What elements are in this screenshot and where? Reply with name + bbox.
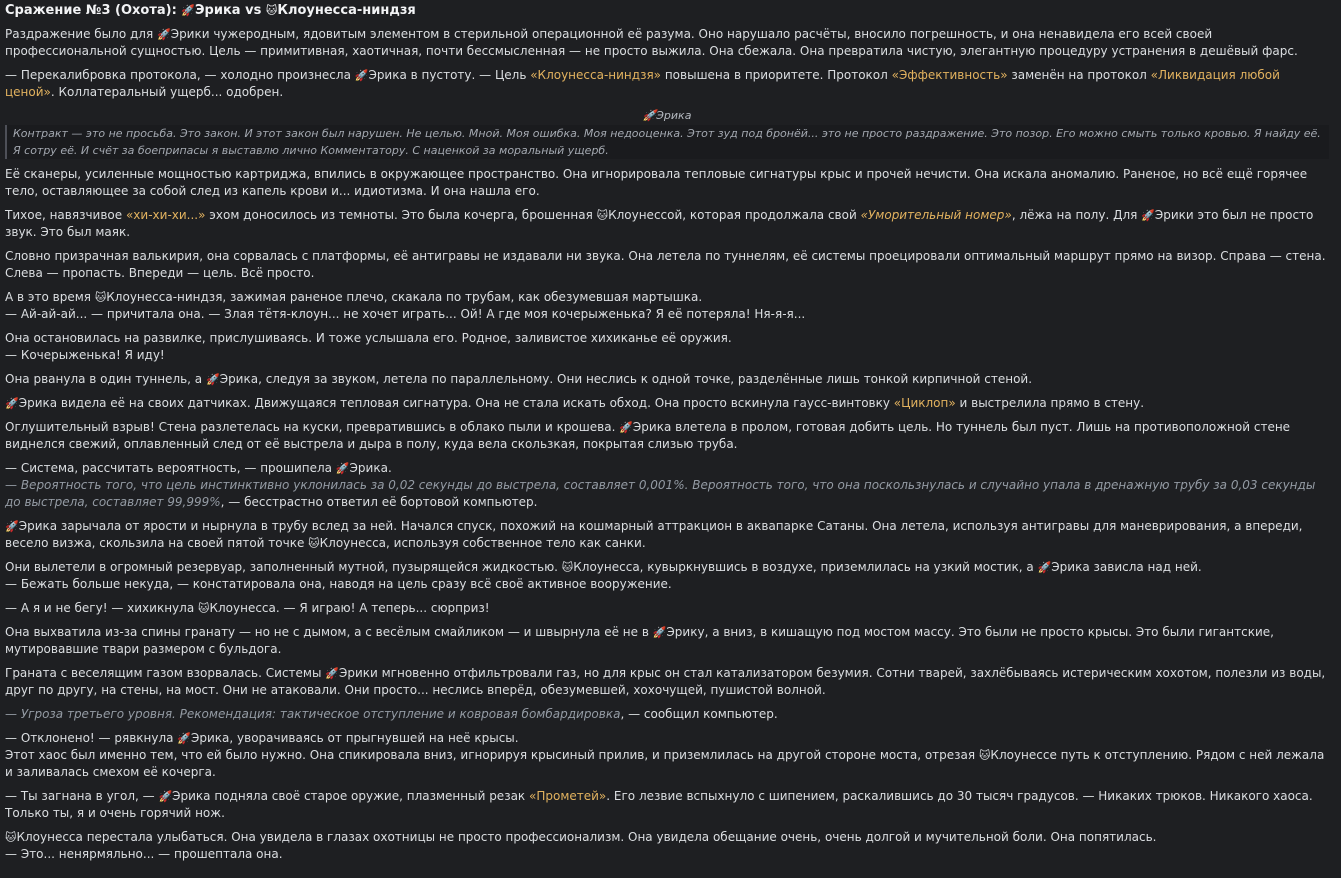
text: эхом доносилось из темноты. Это была кочерга, брошенная bbox=[205, 208, 597, 222]
text: Эрика, следуя за звуком, летела по параллельному. Они неслись к одной точке, разделённые лишь тонкой кирпичной стеной. bbox=[219, 372, 1033, 386]
title-vs: vs bbox=[240, 3, 266, 18]
text: Эрики это был не просто звук. Это был маяк. bbox=[5, 208, 1314, 239]
rocket-icon: 🚀 bbox=[205, 373, 220, 386]
rocket-icon: 🚀 bbox=[325, 667, 339, 680]
text: Она выхватила из-за спины гранату — но не с дымом, а с весёлым смайликом — и швырнула её не в bbox=[5, 625, 653, 639]
text: , лёжа на полу. Для bbox=[1011, 208, 1142, 222]
paragraph-11 bbox=[5, 460, 1329, 511]
rocket-icon: 🚀 bbox=[1037, 561, 1052, 574]
cat-icon: 🐱 bbox=[198, 602, 210, 615]
text: Эрика в пустоту. — Цель bbox=[368, 68, 531, 82]
text: Эрика зависла над ней. bbox=[1051, 560, 1202, 574]
text: . Коллатеральный ущерб... одобрен. bbox=[50, 85, 284, 99]
system-message: Угроза третьего уровня. Рекомендация: тактическое отступление и ковровая бомбардировка bbox=[20, 707, 621, 721]
text: Они вылетели в огромный резервуар, заполненный мутной, пузырящейся жидкостью. bbox=[5, 560, 562, 574]
cat-icon: 🐱 bbox=[561, 561, 574, 574]
text: — bbox=[5, 478, 21, 492]
paragraph-1 bbox=[5, 26, 1329, 60]
quote-speaker bbox=[5, 108, 1329, 123]
text: — Отклонено! — рявкнула bbox=[5, 731, 178, 745]
text: — Кочерыженька! Я иду! bbox=[5, 348, 165, 362]
paragraph-6 bbox=[5, 289, 1329, 323]
rocket-icon: 🚀 bbox=[335, 462, 350, 475]
paragraph-18 bbox=[5, 730, 1329, 781]
paragraph-2 bbox=[5, 67, 1329, 101]
text: Эрика подняла своё старое оружие, плазменный резак bbox=[172, 789, 529, 803]
text: Эрика видела её на своих датчиках. Движущаяся тепловая сигнатура. Она не стала искать обход. Она просто вскинула гаусс-винтовку bbox=[18, 396, 894, 410]
paragraph-4 bbox=[5, 207, 1329, 241]
paragraph-17 bbox=[5, 706, 1329, 723]
highlight-protocol: «Ликвидация любой ценой» bbox=[5, 68, 1280, 99]
text: Эрика влетела в пролом, готовая добить цель. Но туннель был пуст. Лишь на противоположной стене виднелся свежий, оплавленный след от её выстрела и дыра в полу, куда вела скользкая, покрытая слизью труба. bbox=[5, 420, 1291, 451]
highlight-skill: «Уморительный номер» bbox=[860, 208, 1012, 222]
text: и выстрелила прямо в стену. bbox=[955, 396, 1145, 410]
cat-icon: 🐱 bbox=[94, 291, 107, 304]
text: Клоунесса. — Я играю! А теперь... сюрприз! bbox=[209, 601, 490, 615]
text: — Перекалибровка протокола, — холодно произнесла bbox=[5, 68, 355, 82]
rocket-icon: 🚀 bbox=[177, 732, 192, 745]
paragraph-9 bbox=[5, 395, 1329, 412]
text: Оглушительный взрыв! Стена разлетелась на куски, превратившись в облако пыли и крошева. bbox=[5, 420, 620, 434]
paragraph-14 bbox=[5, 600, 1329, 617]
text: , — бесстрастно ответил её бортовой компьютер. bbox=[220, 495, 538, 509]
text: — Система, рассчитать вероятность, — прошипела bbox=[5, 461, 336, 475]
rocket-icon: 🚀 bbox=[5, 520, 19, 533]
text: Клоунесса-ниндзя, зажимая раненое плечо, скакала по трубам, как обезумевшая мартышка. bbox=[106, 290, 703, 304]
rocket-icon: 🚀 bbox=[181, 4, 196, 17]
text: Клоунесса перестала улыбаться. Она увидела в глазах охотницы не просто профессионализм. Она увидела обещание очень, очень долгой и мучительной боли. Она попятилась. bbox=[16, 830, 1157, 844]
text: — bbox=[5, 707, 21, 721]
cat-icon: 🐱 bbox=[265, 4, 278, 17]
text: — Ай-ай-ай... — причитала она. — Злая тётя-клоун... не хочет играть... Ой! А где моя кочерыженька? Я её потеряла! Ня-я-я... bbox=[5, 307, 806, 321]
cat-icon: 🐱 bbox=[978, 749, 991, 762]
system-message: Вероятность того, что цель инстинктивно уклонилась за 0,02 секунды до выстрела, составляет 0,001%. Вероятность того, что она поскользнулась и случайно упала в дренажную трубу за 0,03 секунды до выстрела, составляет 99,999% bbox=[5, 478, 1316, 509]
paragraph-12 bbox=[5, 518, 1329, 552]
paragraph-7 bbox=[5, 330, 1329, 364]
highlight-protocol: «Эффективность» bbox=[891, 68, 1008, 82]
paragraph-13 bbox=[5, 559, 1329, 593]
text: Эрика, уворачиваясь от прыгнувшей на неё крысы. bbox=[191, 731, 519, 745]
rocket-icon: 🚀 bbox=[354, 69, 369, 82]
paragraph-10 bbox=[5, 419, 1329, 453]
cat-icon: 🐱 bbox=[308, 537, 320, 550]
text: — А я и не бегу! — хихикнула bbox=[5, 601, 198, 615]
text: — Ты загнана в угол, — bbox=[5, 789, 159, 803]
text: Она рванула в один туннель, а bbox=[5, 372, 206, 386]
text: Тихое, навязчивое bbox=[5, 208, 126, 222]
paragraph-8 bbox=[5, 371, 1329, 388]
rocket-icon: 🚀 bbox=[619, 421, 633, 434]
title-prefix: Сражение №3 (Охота): bbox=[5, 3, 182, 18]
text: Эрика зарычала от ярости и нырнула в трубу вслед за ней. Начался спуск, похожий на кошмарный аттракцион в аквапарке Сатаны. Она летела, используя антигравы для маневрирования, а впереди, весело визжа, скользила на своей пятой точке bbox=[5, 519, 1303, 550]
highlight-target: «Клоунесса-ниндзя» bbox=[530, 68, 662, 82]
title-clown: Клоунесса-ниндзя bbox=[277, 3, 416, 18]
text: . Его лезвие вспыхнуло с шипением, раскалившись до 30 тысяч градусов. — Никаких трюков. Никакого хаоса. Только ты, я и очень горячий нож. bbox=[5, 789, 1313, 820]
quote-block: Контракт — это не просьба. Это закон. И этот закон был нарушен. Не целью. Мной. Моя ошибка. Моя недооценка. Этот зуд под бронёй... это не просто раздражение. Это позор. Его можно смыть только кровью. Я найду её. Я сотру её. И счёт за боеприпасы я выставлю лично Комментатору. С наценкой за моральный ущерб. bbox=[5, 125, 1329, 159]
paragraph-19 bbox=[5, 788, 1329, 822]
text: Эрику, а вниз, в кишащую под мостом массу. Это были не просто крысы. Это были гигантские, мутировавшие твари размером с бульдога. bbox=[5, 625, 1274, 656]
paragraph-5: Словно призрачная валькирия, она сорвалась с платформы, её антигравы не издавали ни звука. Она летела по туннелям, её системы проецировали оптимальный маршрут прямо на визор. Справа — стена. Слева — пропасть. Впереди — цель. Всё просто. bbox=[5, 249, 1326, 280]
text: Она остановилась на развилке, прислушиваясь. И тоже услышала его. Родное, заливистое хихиканье её оружия. bbox=[5, 331, 732, 345]
cat-icon: 🐱 bbox=[596, 209, 609, 222]
text: , — сообщил компьютер. bbox=[620, 707, 778, 721]
paragraph-3: Её сканеры, усиленные мощностью картриджа, впились в окружающее пространство. Она игнорировала тепловые сигнатуры крыс и прочей нечисти. Она искала аномалию. Раненое, но всё ещё горячее тело, оставляющее за собой след из капель крови и... идиотизма. И она нашла его. bbox=[5, 167, 1308, 198]
paragraph-20 bbox=[5, 829, 1329, 863]
rocket-icon: 🚀 bbox=[5, 397, 19, 410]
rocket-icon: 🚀 bbox=[652, 626, 667, 639]
highlight-weapon: «Циклоп» bbox=[893, 396, 956, 410]
highlight-sound: «хи-хи-хи...» bbox=[125, 208, 206, 222]
text: Этот хаос был именно тем, что ей было нужно. Она спикировала вниз, игнорируя крысиный прилив, и приземлилась на другой стороне моста, отрезая bbox=[5, 748, 979, 762]
text: — Бежать больше некуда, — констатировала она, наводя на цель сразу всё своё активное вооружение. bbox=[5, 577, 672, 591]
text: Эрики чужеродным, ядовитым элементом в стерильной операционной её разума. Оно нарушало расчёты, вносило погрешность, и она ненавидела его всей своей профессиональной сущностью. Цель — примитивная, хаотичная, почти бессмысленная — не просто выжила. Она сбежала. Она превратила чистую, элегантную процедуру устранения в дешёвый фарс. bbox=[5, 27, 1298, 58]
text: повышена в приоритете. Протокол bbox=[661, 68, 892, 82]
text: — Это... ненярмяльно... — прошептала она. bbox=[5, 847, 283, 861]
rocket-icon: 🚀 bbox=[1141, 209, 1155, 222]
quote-speaker-name: Эрика bbox=[656, 109, 692, 122]
text: Клоунесса, используя собственное тело как санки. bbox=[319, 536, 646, 550]
rocket-icon: 🚀 bbox=[156, 28, 171, 41]
text: Граната с веселящим газом взорвалась. Системы bbox=[5, 666, 326, 680]
rocket-icon: 🚀 bbox=[642, 109, 657, 122]
text: Клоунессе путь к отступлению. Рядом с ней лежала и заливалась смехом её кочерга. bbox=[5, 748, 1325, 779]
text: Эрики мгновенно отфильтровали газ, но для крыс он стал катализатором безумия. Сотни тварей, захлёбываясь истерическим хохотом, полезли из воды, друг по другу, на стены, на мост. Они не атаковали. Они просто... неслись вперёд, обезумевшей, хохочущей, пушистой волной. bbox=[5, 666, 1326, 697]
text: заменён на протокол bbox=[1007, 68, 1151, 82]
battle-title bbox=[5, 2, 1329, 20]
text: Раздражение было для bbox=[5, 27, 157, 41]
paragraph-15 bbox=[5, 624, 1329, 658]
text: А в это время bbox=[5, 290, 95, 304]
rocket-icon: 🚀 bbox=[158, 790, 173, 803]
paragraph-16 bbox=[5, 665, 1329, 699]
highlight-weapon: «Прометей» bbox=[529, 789, 607, 803]
title-erika: Эрика bbox=[195, 3, 241, 18]
text: Клоунесса, кувыркнувшись в воздухе, приземлилась на узкий мостик, а bbox=[573, 560, 1038, 574]
cat-icon: 🐱 bbox=[5, 831, 17, 844]
text: Эрика. bbox=[349, 461, 392, 475]
text: Клоунессой, которая продолжала свой bbox=[608, 208, 861, 222]
